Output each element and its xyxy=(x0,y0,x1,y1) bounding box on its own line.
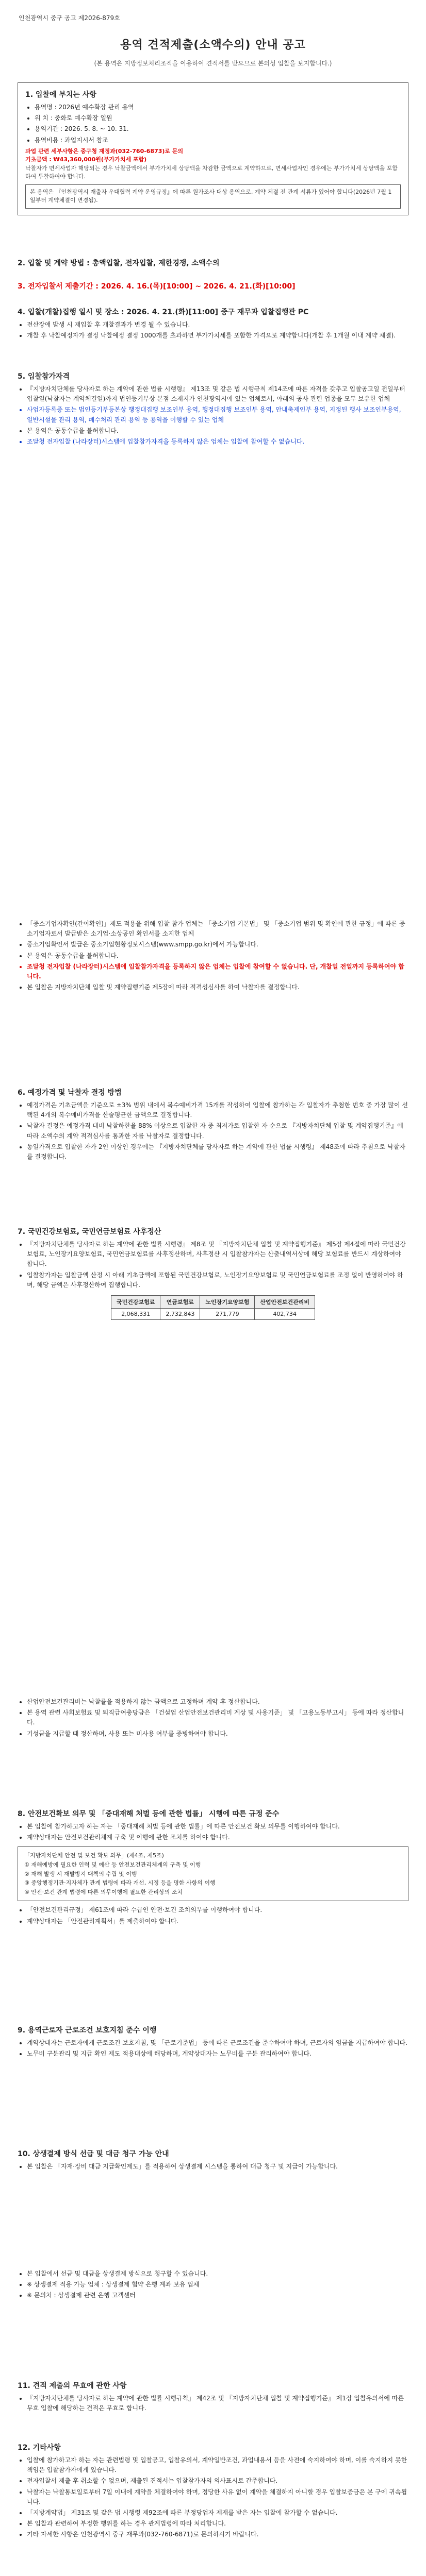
list-item: • 『지방자치단체를 당사자로 하는 계약에 관한 법률 시행령』 제8조 및 『지방자치단체 입찰 및 계약집행기준』 제5장 제4절에 따라 국민건강보험료, 노인장기요양보험료, 국민연금보험료를 사후정산하며, 사후정산 시 입찰참가자는 산출내역서상에 해당 보험료를 반드시 계상하여야 합니다. xyxy=(27,1240,408,1269)
section-10 xyxy=(18,2148,408,2173)
section-9-list xyxy=(18,2038,408,2059)
section-11-heading: 11. 견적 제출의 무효에 관한 사항 xyxy=(18,2382,127,2390)
list-item: • 본 입찰은 「자재·장비 대금 지급확인제도」를 적용하여 상생결제 시스템을 통하여 대금 청구 및 지급이 가능합니다. xyxy=(27,2162,408,2172)
section-9 xyxy=(18,2025,408,2060)
list-item: • 『지방자치단체를 당사자로 하는 계약에 관한 법률 시행령』 제13조 및 같은 법 시행규칙 제14조에 따른 자격을 갖추고 입찰공고일 전일부터 입찰일(낙찰자는 계약체결일)까지 법인등기부상 본점 소재지가 인천광역시에 있는 업체로서, 아래의 공사 관련 업종을 모두 보유한 업체 xyxy=(27,384,408,404)
box-line: ② 재해 발생 시 재발방지 대책의 수립 및 이행 xyxy=(24,1870,137,1877)
list-item: • 전자입찰서 제출 후 취소할 수 없으며, 제출된 견적서는 입찰참가자의 의사표시로 간주합니다. xyxy=(27,2476,408,2486)
list-item: • 계약상대자는 안전보건관리체계 구축 및 이행에 관한 조치를 하여야 합니다. xyxy=(27,1833,408,1842)
list-item: • 낙찰자는 낙찰통보일로부터 7일 이내에 계약을 체결하여야 하며, 정당한 사유 없이 계약을 체결하지 아니할 경우 입찰보증금은 본 구에 귀속됩니다. xyxy=(27,2487,408,2507)
note-box: 본 용역은 『인천광역시 재출자 우대협력 계약 운영규정』에 따른 원가조사 대상 용역으로, 계약 체결 전 관계 서류가 있어야 합니다(2026년 7월 1일부터 계약체결이 변경됨). xyxy=(25,184,401,209)
section-1-note xyxy=(25,147,401,209)
list-item: • 용역비용 : 과업지시서 참조 xyxy=(35,135,401,145)
section-10-list xyxy=(18,2162,408,2172)
section-1-box xyxy=(18,82,408,215)
section-6-list xyxy=(18,1100,408,1162)
section-4-heading: 4. 입찰(개찰)집행 일시 및 장소 : 2026. 4. 21.(화)[11:00] 중구 재무과 입찰집행관 PC xyxy=(18,308,309,316)
list-item: • 본 용역은 공동수급을 불허합니다. xyxy=(27,951,408,961)
table-row xyxy=(111,1308,315,1319)
table-header: 연금보험료 xyxy=(160,1295,200,1308)
table-cell: 2,068,331 xyxy=(111,1308,160,1319)
list-item: • 「안전보건관리규정」 제61조에 따라 수급인 안전·보건 조치의무를 이행하여야 합니다. xyxy=(27,1905,408,1915)
section-5-heading: 5. 입찰참가자격 xyxy=(18,372,70,381)
list-item: • ※ 상생결제 적용 가능 업체 : 상생결제 협약 은행 계좌 보유 업체 xyxy=(27,2280,408,2290)
table-cell: 271,779 xyxy=(200,1308,255,1319)
list-item: • 용역명 : 2026년 예수확장 관리 용역 xyxy=(35,103,401,112)
list-item: • 조달청 전자입찰 (나라장터)시스템에 입찰참가자격을 등록하지 않은 업체는 입찰에 참여할 수 없습니다. xyxy=(27,437,408,447)
list-item: • 본 입찰은 지방자치단체 입찰 및 계약집행기준 제5장에 따라 적격성심사를 하여 낙찰자를 결정합니다. xyxy=(27,982,408,992)
section-11 xyxy=(18,2380,408,2414)
section-7 xyxy=(18,1226,408,1320)
section-7b xyxy=(18,1695,408,1740)
list-item: • 「지방계약법」 제31조 및 같은 법 시행령 제92조에 따른 부정당업자 제재를 받은 자는 입찰에 참가할 수 없습니다. xyxy=(27,2508,408,2518)
section-10-heading: 10. 상생결제 방식 선급 및 대금 청구 가능 안내 xyxy=(18,2150,169,2158)
list-item: • 본 입찰과 관련하여 부정한 행위를 하는 경우 관계법령에 따라 처리합니다. xyxy=(27,2519,408,2529)
box-line: 「지방자치단체 안전 및 보건 확보 의무」(제4조, 제5조) xyxy=(24,1852,164,1859)
table-cell: 2,732,843 xyxy=(160,1308,200,1319)
section-11-list xyxy=(18,2394,408,2413)
box-line: ④ 안전·보건 관계 법령에 따른 의무이행에 필요한 관리상의 조치 xyxy=(24,1888,183,1895)
section-8-heading: 8. 안전보건확보 의무 및 「중대재해 처벌 등에 관한 법률」 시행에 따른 규정 준수 xyxy=(18,1810,280,1818)
section-7b-list xyxy=(18,1697,408,1739)
section-1-list xyxy=(25,103,401,145)
table-header: 노인장기요양보험 xyxy=(200,1295,255,1308)
section-4-list xyxy=(18,320,408,341)
list-item: • 본 용역 관련 사회보험료 및 퇴직급여충당금은 「건설업 산업안전보건관리비 계상 및 사용기준」 및 「고용노동부고시」 등에 따라 정산합니다. xyxy=(27,1708,408,1727)
list-item: • 본 입찰에 참가하고자 하는 자는 「중대재해 처벌 등에 관한 법률」에 따른 안전보건 확보 의무를 이행하여야 합니다. xyxy=(27,1822,408,1832)
safety-duty-box xyxy=(18,1846,408,1901)
notice-number: 인천광역시 중구 공고 제2026-879호 xyxy=(19,14,120,22)
list-item: • 중소기업확인서 발급은 중소기업현황정보시스템(www.smpp.go.kr)에서 가능합니다. xyxy=(27,940,408,950)
table-cell: 402,734 xyxy=(255,1308,315,1319)
section-4 xyxy=(18,307,408,342)
section-6 xyxy=(18,1087,408,1163)
list-item: • 「중소기업자확인(간이확인)」제도 적용을 위해 입찰 참가 업체는 「중소기업 기본법」 및 「중소기업 범위 및 확인에 관한 규정」에 따른 중소기업자로서 발급받은 소기업·소상공인 확인서를 소지한 업체 xyxy=(27,919,408,939)
table-header: 국민건강보험료 xyxy=(111,1295,160,1308)
section-10b xyxy=(18,2267,408,2302)
box-line: ③ 중앙행정기관·지자체가 관계 법령에 따라 개선, 시정 등을 명한 사항의 이행 xyxy=(24,1879,216,1887)
list-item: • 전산장애 발생 시 재입찰 후 개찰결과가 변경 될 수 있습니다. xyxy=(27,320,408,330)
list-item: • 예정가격은 기초금액을 기준으로 ±3% 범위 내에서 복수예비가격 15개를 작성하여 입찰에 참가하는 각 입찰자가 추첨한 번호 중 가장 많이 선택된 4개의 복수예비가격을 산술평균한 금액으로 결정합니다. xyxy=(27,1100,408,1120)
list-item: • 계약상대자는 근로자에게 근로조건 보호지침, 및 「근로기준법」 등에 따른 근로조건을 준수하여야 하며, 근로자의 임금을 지급하여야 합니다. xyxy=(27,2038,408,2048)
box-line: ① 재해예방에 필요한 인력 및 예산 등 안전보건관리체계의 구축 및 이행 xyxy=(24,1861,201,1868)
page-title: 용역 견적제출(소액수의) 안내 공고 xyxy=(120,39,306,52)
section-12-heading: 12. 기타사항 xyxy=(18,2444,61,2452)
note-line: 기초금액 : ₩43,360,000원(부가가치세 포함) xyxy=(25,156,147,163)
list-item: • 기성금을 지급할 때 정산하며, 사용 또는 미사용 여부를 증빙하여야 합니다. xyxy=(27,1729,408,1739)
list-item: • 동일가격으로 입찰한 자가 2인 이상인 경우에는 『지방자치단체를 당사자로 하는 계약에 관한 법률 시행령』 제48조에 따라 추첨으로 낙찰자를 결정합니다. xyxy=(27,1142,408,1162)
list-item: • 조달청 전자입찰 (나라장터)시스템에 입찰참가자격을 등록하지 않은 업체는 입찰에 참여할 수 없습니다. 단, 개찰일 전일까지 등록하여야 합니다. xyxy=(27,962,408,981)
list-item: • 개찰 후 낙찰예정자가 결정 낙찰예정 결정 1000개를 초과하면 부가가치세를 포함한 가격으로 계약합니다(개찰 후 1개월 이내 계약 체결). xyxy=(27,331,408,341)
list-item: • 사업자등록증 또는 법인등기부등본상 행정대집행 보조인부 용역, 행정대집행 보조인부 용역, 안내축제인부 용역, 지정된 행사 보조인부용역, 일반시설물 관리 용역, 폐수처리 관리 용역 등 용역을 이행할 수 있는 업체 xyxy=(27,405,408,425)
page-subtitle: (본 용역은 지방정보처리조직을 이용하여 견적서를 받으므로 본의성 입찰을 보지합니다.) xyxy=(94,60,332,67)
section-8-list xyxy=(18,1822,408,1842)
note-line: 낙찰자가 면세사업자 해당되는 경우 낙찰금액에서 부가가치세 상당액을 차감한 금액으로 계약하므로, 면세사업자인 경우에는 부가가치세 상당액을 포함하여 투찰하여야 합니다. xyxy=(25,164,398,180)
list-item: • 『지방자치단체를 당사자로 하는 계약에 관한 법률 시행규칙』 제42조 및 『지방자치단체 입찰 및 계약집행기준』 제1장 입찰유의서에 따른 무효 입찰에 해당하는 견적은 무효로 합니다. xyxy=(27,2394,408,2413)
list-item: • 본 입찰에서 선금 및 대금을 상생결제 방식으로 청구할 수 있습니다. xyxy=(27,2269,408,2279)
section-8 xyxy=(18,1808,408,1927)
section-7-heading: 7. 국민건강보험료, 국민연금보험료 사후정산 xyxy=(18,1228,161,1236)
list-item: • 산업안전보건관리비는 낙찰률을 적용하지 않는 금액으로 고정하며 계약 후 정산합니다. xyxy=(27,1697,408,1707)
section-10b-list xyxy=(18,2269,408,2301)
section-5 xyxy=(18,371,408,448)
list-item: • 본 용역은 공동수급을 불허합니다. xyxy=(27,426,408,436)
section-3 xyxy=(18,281,408,294)
list-item: • 입찰에 참가하고자 하는 자는 관련법령 및 입찰공고, 입찰유의서, 계약일반조건, 과업내용서 등을 사전에 숙지하여야 하며, 이를 숙지하지 못한 책임은 입찰참가자에게 있습니다. xyxy=(27,2455,408,2475)
list-item: • 기타 자세한 사항은 인천광역시 중구 재무과(032-760-6871)로 문의하시기 바랍니다. xyxy=(27,2530,408,2539)
section-3-heading: 3. 전자입찰서 제출기간 : 2026. 4. 16.(목)[10:00] ~ 2026. 4. 21.(화)[10:00] xyxy=(18,282,296,291)
section-12-list xyxy=(18,2455,408,2540)
table-header: 산업안전보건관리비 xyxy=(255,1295,315,1308)
list-item: • 입찰참가자는 입찰금액 산정 시 아래 기초금액에 포함된 국민건강보험료, 노인장기요양보험료 및 국민연금보험료를 조정 없이 반영하여야 하며, 해당 금액은 사후정산하여 집행합니다. xyxy=(27,1270,408,1290)
section-1-heading: 1. 입찰에 부치는 사항 xyxy=(25,91,96,99)
section-7-list xyxy=(18,1240,408,1290)
list-item: • 용역기간 : 2026. 5. 8. ~ 10. 31. xyxy=(35,124,401,134)
section-6-heading: 6. 예정가격 및 낙찰자 결정 방법 xyxy=(18,1089,122,1097)
section-9-heading: 9. 용역근로자 근로조건 보호지침 준수 이행 xyxy=(18,2026,157,2035)
list-item: • 낙찰자 결정은 예정가격 대비 낙찰하한율 88% 이상으로 입찰한 자 중 최저가로 입찰한 자 순으로 『지방자치단체 입찰 및 계약집행기준』에 따라 소액수의 계약 적격심사를 통과한 자를 낙찰자로 결정합니다. xyxy=(27,1121,408,1141)
section-2 xyxy=(18,258,408,271)
note-line: 과업 관련 세부사항은 중구청 재정과(032-760-6873)로 문의 xyxy=(25,147,184,155)
section-5-list xyxy=(18,384,408,447)
section-5b xyxy=(18,917,408,993)
section-2-heading: 2. 입찰 및 계약 방법 : 총액입찰, 전자입찰, 제한경쟁, 소액수의 xyxy=(18,259,220,267)
list-item: • 계약상대자는 「안전관리계획서」를 제출하여야 합니다. xyxy=(27,1917,408,1926)
section-12 xyxy=(18,2442,408,2541)
insurance-table xyxy=(111,1295,315,1320)
section-5b-list xyxy=(18,919,408,992)
section-8-tail xyxy=(18,1905,408,1926)
list-item: • ※ 문의처 : 상생결제 관련 은행 고객센터 xyxy=(27,2291,408,2300)
list-item: • 노무비 구분관리 및 지급 확인 제도 적용대상에 해당하며, 계약상대자는 노무비를 구분 관리하여야 합니다. xyxy=(27,2049,408,2059)
list-item: • 위 치 : 중화로 예수확장 일원 xyxy=(35,113,401,123)
